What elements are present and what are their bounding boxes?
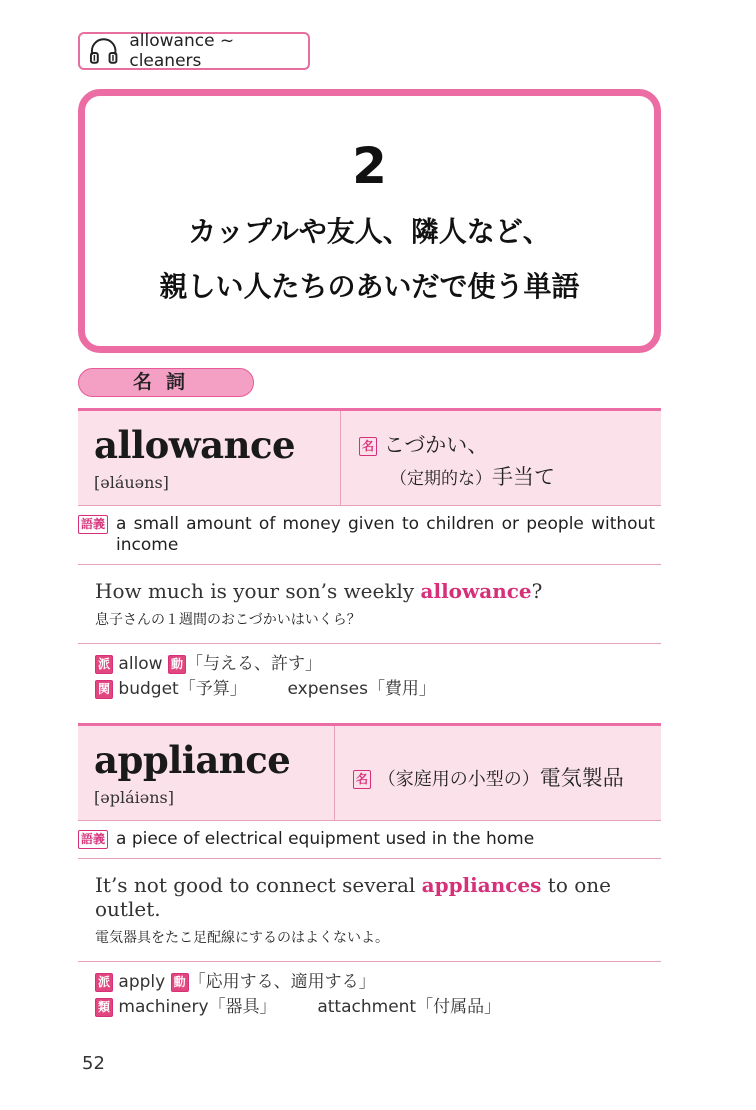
pronunciation: [əpláiəns] xyxy=(94,788,174,807)
similar-line xyxy=(95,995,661,1020)
chapter-number: 2 xyxy=(352,137,387,195)
chapter-title-line1: カップルや友人、隣人など、 xyxy=(188,215,551,248)
related-word-1: budget xyxy=(118,679,179,699)
definition-row xyxy=(78,505,661,565)
related-meaning-2: 「付属品」 xyxy=(416,997,502,1017)
meaning-text-2: 手当て xyxy=(492,465,555,489)
meaning-paren: （定期的な） xyxy=(390,469,492,489)
related-line xyxy=(95,677,661,702)
definition-tag: 語義 xyxy=(78,515,108,534)
definition-text: a small amount of money given to children or people without income xyxy=(116,514,655,555)
audio-track-tab[interactable] xyxy=(78,32,310,70)
chapter-title-line2: 親しい人たちのあいだで使う単語 xyxy=(159,270,580,303)
entry-header xyxy=(78,723,661,820)
related-meaning-1: 「予算」 xyxy=(178,679,247,699)
derivative-line xyxy=(95,970,661,995)
word-cell xyxy=(78,411,341,505)
entry-appliance xyxy=(78,723,661,1020)
example-before: How much is your son’s weekly xyxy=(95,579,421,603)
example-english xyxy=(95,873,661,921)
derivative-tag: 派 xyxy=(95,973,113,992)
related-word-1: machinery xyxy=(118,997,209,1017)
definition-text: a piece of electrical equipment used in the home xyxy=(116,829,535,849)
verb-tag: 動 xyxy=(168,655,186,674)
derivative-tag: 派 xyxy=(95,655,113,674)
noun-tag: 名 xyxy=(359,437,377,456)
meaning-cell xyxy=(341,411,661,505)
derivative-line xyxy=(95,652,661,677)
derived-word: allow xyxy=(118,654,163,674)
meaning-cell xyxy=(335,726,661,820)
similar-tag: 類 xyxy=(95,998,113,1017)
meaning-text: 電気製品 xyxy=(539,766,624,790)
definition-row xyxy=(78,820,661,859)
chapter-box xyxy=(78,89,661,353)
example-highlight: allowance xyxy=(420,579,532,603)
example-english xyxy=(95,579,661,603)
meaning-text: こづかい、 xyxy=(383,433,489,457)
example-japanese: 電気器具をたこ足配線にするのはよくないよ。 xyxy=(95,930,389,946)
related-words xyxy=(78,962,661,1020)
example-after: to one outlet. xyxy=(95,873,611,921)
example-after: ? xyxy=(531,579,543,603)
verb-tag: 動 xyxy=(171,973,189,992)
example-block xyxy=(78,859,661,962)
related-word-2: expenses xyxy=(287,679,368,699)
word-range: allowance ~ cleaners xyxy=(129,31,235,71)
definition-tag: 語義 xyxy=(78,830,108,849)
example-before: It’s not good to connect several xyxy=(95,873,422,897)
entry-header xyxy=(78,408,661,505)
noun-tag: 名 xyxy=(353,770,371,789)
related-meaning-1: 「器具」 xyxy=(208,997,277,1017)
pronunciation: [əláuəns] xyxy=(94,473,169,492)
page-number: 52 xyxy=(82,1053,105,1074)
meaning-line1 xyxy=(359,429,661,459)
meaning-line2 xyxy=(359,461,661,491)
headword: appliance xyxy=(94,738,291,782)
related-tag: 関 xyxy=(95,680,113,699)
derived-word: apply xyxy=(118,972,166,992)
example-block xyxy=(78,565,661,644)
part-of-speech-label: 名詞 xyxy=(78,368,254,397)
related-meaning-2: 「費用」 xyxy=(367,679,436,699)
entry-allowance xyxy=(78,408,661,702)
derived-meaning: 「与える、許す」 xyxy=(186,654,323,674)
example-highlight: appliances xyxy=(421,873,542,897)
derived-meaning: 「応用する、適用する」 xyxy=(188,972,376,992)
headphones-icon xyxy=(88,37,119,65)
example-japanese: 息子さんの１週間のおこづかいはいくら？ xyxy=(95,612,361,628)
meaning-paren: （家庭用の小型の） xyxy=(377,769,540,790)
headword: allowance xyxy=(94,423,296,467)
word-cell xyxy=(78,726,335,820)
chapter-title xyxy=(85,204,654,314)
related-word-2: attachment xyxy=(317,997,417,1017)
related-words xyxy=(78,644,661,702)
